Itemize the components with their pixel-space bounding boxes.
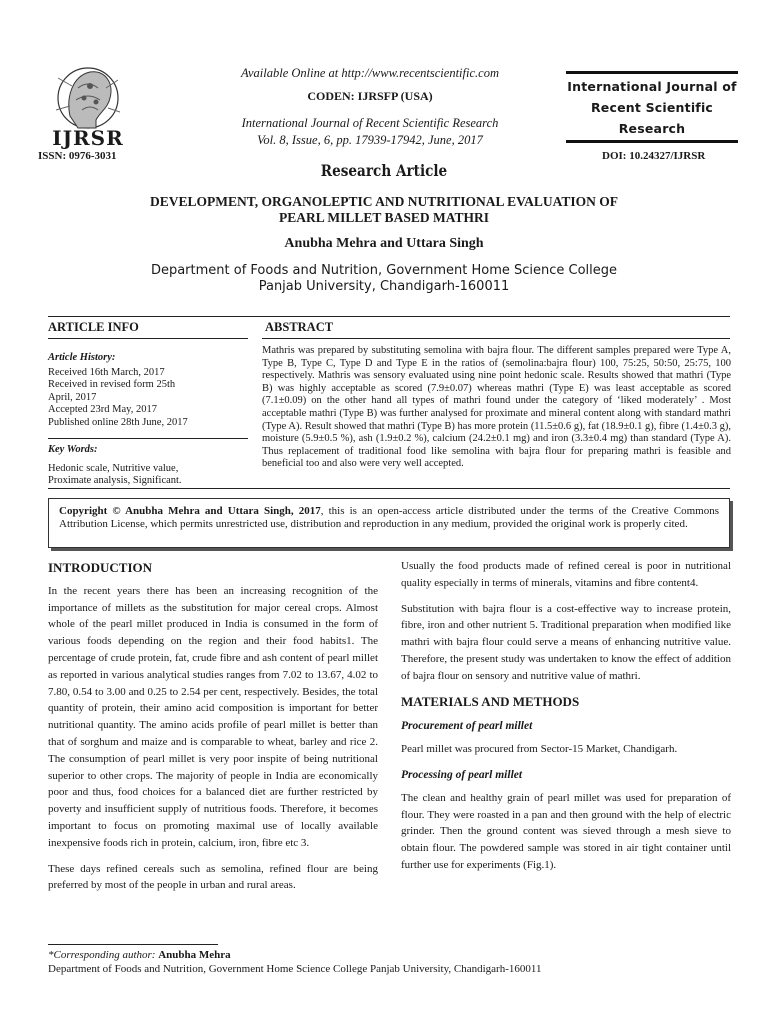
corresponding-author [48,948,541,976]
procurement-text: Pearl millet was procured from Sector-15 Market, Chandigarh. [401,743,678,756]
divider [48,316,730,317]
article-title [100,194,668,226]
copyright-text: , this is an open-access article distributed under the terms of the Creative Commons Attribution License, which permits unrestricted use, distribution and reproduction in any medium, provided the original work is properly cited. [59,505,719,531]
intro-paragraph: In the recent years there has been an increasing recognition of the importance of millets as the substitution for major cereal crops. Almost whole of the pearl millet produced in India is consumed in the form of various foods depending on the region and their food habits1. The percentage of crude protein, fat, crude fibre and ash content of pearl millet as reported in various analytical studies ranges from 7.02 to 13.67, 4.02 to 7.80, 0.54 to 3.00 and 0.25 to 2.54 per cent, respectively. Besides, the total quantity of protein, their amino acid composition is important for better nutritional quantity. The amino acids profile of pearl millet is better than that of sorghum and maize and is comparable to wheat, barley and rice 2. The consumption of pearl millet is very poor inspite of being nutritional superior to other crops. The majority of people in India are economically poor and thus, food choices for a balanced diet are further restricted by poverty and insufficient supply of nutritious foods. Therefore, it becomes important to focus on promoting maximal use of locally available inexpensive foods rich in protein, calcium, iron, fibre etc 3. [48,584,378,849]
volume-issue: Vol. 8, Issue, 6, pp. 17939-17942, June, 2017 [257,133,483,147]
history-line: Accepted 23rd May, 2017 [48,404,157,416]
divider [48,438,248,439]
history-line: Received 16th March, 2017 [48,366,165,378]
body-paragraph: Substitution with bajra flour is a cost-effective way to increase protein, fibre, iron and other nutrient 5. Traditional preparation when modified like mathri with bajra flour could serve a means of enhancing nutritive value. Therefore, the present study was undertaken to know the effect of addition of bajra flour on sensory and nutritive value of mathri. [401,602,731,682]
history-line: Received in revised form 25th [48,379,176,391]
logo-text: IJRSR [52,126,124,150]
divider [262,338,730,339]
corresponding-label: *Corresponding author: [48,949,156,961]
corresponding-address: Department of Foods and Nutrition, Government Home Science College Panjab University, Chandigarh-160011 [48,963,542,975]
copyright-box [48,498,730,548]
left-column [48,560,378,903]
corresponding-name: Anubha Mehra [158,949,231,961]
abstract-text: Mathris was prepared by substituting semolina with bajra flour. The different samples prepared were Type A, Type B, Type C, Type D and Type E in the ratios of (semolina:bajra flour) 100, 75:25, 50:50, 25:75, 100 respectively. Mathris was sensory evaluated using nine point hedonic scale. Results showed that mathri (Type B) was highly acceptable as scored (7.9±0.07) whereas mathri (Type E) was least acceptable as scored (7.1±0.09) on the other hand all types of mathri found under the category of ‘liked moderately’ . Most acceptable mathri (Type B) was further analysed for proximate and mineral content along with standard mathri (Type A). Result showed that mathri (Type B) has more protein (11.5±0.6 g), fat (18.9±0.1 g), fibre (1.4±0.3 g), moisture (5.9±0.5 %), ash (1.9±0.2 %), calcium (24.2±0.1 mg) and iron (3.3±0.4 mg) than standard (Type A). Thus replacement of traditional food like semolina with bajra flour for preparing mathri is feasible and beneficial too and also were very well accepted. [262,345,731,470]
title-line: DEVELOPMENT, ORGANOLEPTIC AND NUTRITIONAL EVALUATION OF [149,194,619,209]
journal-brand [566,76,738,139]
keywords-label: Key Words: [48,444,98,455]
footnote-rule [48,944,218,945]
history-line: Published online 28th June, 2017 [48,416,188,428]
doi: DOI: 10.24327/IJRSR [602,150,706,162]
brand-rule-top [566,71,738,74]
introduction-heading: INTRODUCTION [48,560,153,575]
authors: Anubha Mehra and Uttara Singh [284,236,484,251]
brand-line: International Journal of [567,79,737,94]
processing-text: The clean and healthy grain of pearl millet was used for preparation of flour. They were roasted in a pan and then ground with the help of electric grinder. Then the ground content was sieved through a mesh sieve to obtain flour. The powdered sample was stored in air tight container until further use for experiments (Fig.1). [401,791,731,871]
divider [48,488,730,489]
keywords [48,444,248,488]
body-paragraph: Usually the food products made of refined cereal is poor in nutritional quality especially in terms of minerals, vitamins and fibre content4. [401,560,731,589]
title-line: PEARL MILLET BASED MATHRI [279,210,489,225]
affiliation [0,263,768,295]
brand-line: Research [618,121,686,136]
history-line: April, 2017 [48,391,97,403]
journal-logo [38,58,138,152]
brand-rule-bottom [566,140,738,143]
procurement-heading: Procurement of pearl millet [401,720,533,733]
article-info-heading: ARTICLE INFO [48,320,139,334]
affiliation-line: Panjab University, Chandigarh-160011 [258,279,510,294]
journal-name: International Journal of Recent Scientific Research [241,116,499,130]
article-history [48,352,248,430]
divider [48,338,248,339]
abstract-heading: ABSTRACT [265,320,334,334]
available-online: Available Online at http://www.recentscientific.com [241,66,499,80]
intro-paragraph: These days refined cereals such as semolina, refined flour are being preferred by most of the people in urban and rural areas. [48,862,378,892]
brand-line: Recent Scientific [590,100,714,115]
article-type: Research Article [320,161,448,180]
keywords-line: Hedonic scale, Nutritive value, [48,462,179,474]
copyright-lead: Copyright © Anubha Mehra and Uttara Singh, 2017 [59,505,321,517]
materials-methods-heading: MATERIALS AND METHODS [401,693,580,709]
issn: ISSN: 0976-3031 [38,150,117,162]
keywords-line: Proximate analysis, Significant. [48,475,182,487]
coden: CODEN: IJRSFP (USA) [307,89,433,103]
history-label: Article History: [48,352,116,363]
right-column [401,558,731,883]
processing-heading: Processing of pearl millet [401,768,523,781]
affiliation-line: Department of Foods and Nutrition, Government Home Science College [150,263,618,278]
